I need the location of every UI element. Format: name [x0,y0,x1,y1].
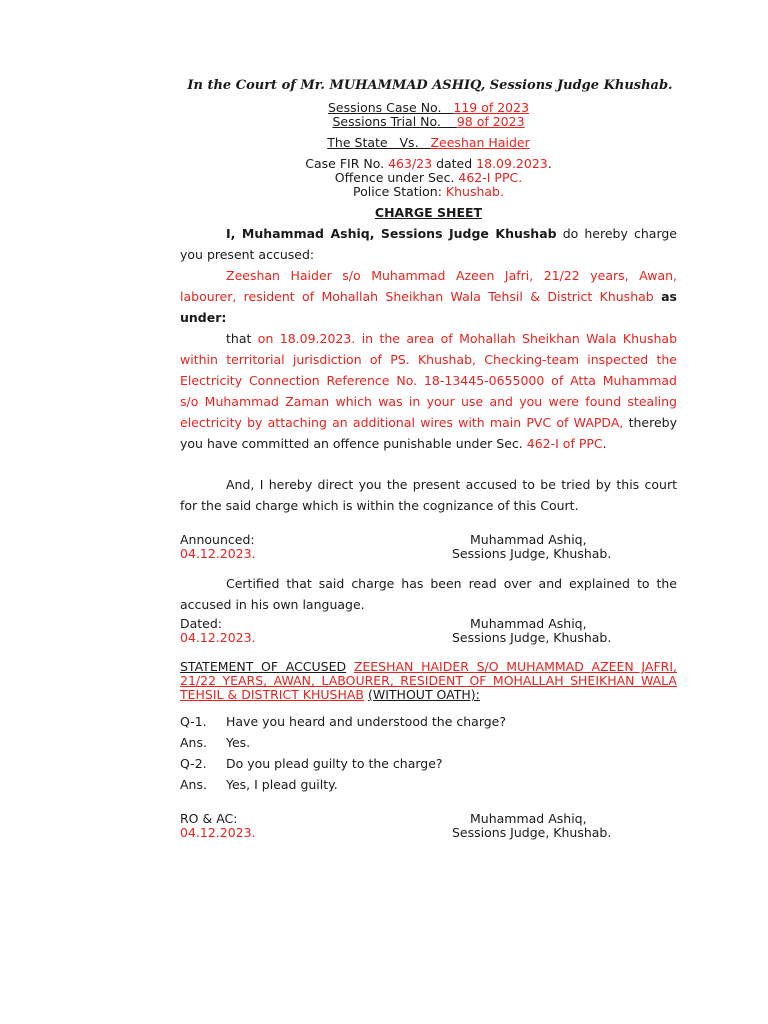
section-red: 462-I of PPC [526,436,603,451]
roac-block [180,812,256,840]
police-station-line [180,185,677,199]
offence-label: Offence under Sec. [334,170,455,185]
qa-item [180,715,506,729]
qa-label: Q-1. [180,714,207,729]
certified-text: Certified that said charge has been read over and explained to the accused in his own language. [180,576,677,612]
qa-label: Q-2. [180,756,207,771]
dated-block [180,617,256,645]
announced-date: 04.12.2023. [180,546,256,561]
fir-line: Case FIR No. 463/23 dated 18.09.2023. [305,156,552,171]
court-title: In the Court of Mr. MUHAMMAD ASHIQ, Sessions Judge Khushab. [187,78,673,93]
judge-title: Sessions Judge, Khushab. [452,546,612,561]
qa-item [180,778,338,792]
judge-signature-2 [452,617,611,645]
sessions-case-label: Sessions Case No. [327,100,442,115]
accused-name: Zeeshan Haider [430,135,530,150]
judge-name: Muhammad Ashiq, [470,811,587,826]
announced-block [180,533,256,561]
judge-name: Muhammad Ashiq, [470,532,587,547]
fir-label: Case FIR No. [305,156,385,171]
qa-text: Yes, I plead guilty. [226,777,338,792]
sessions-trial-label: Sessions Trial No. [332,114,441,129]
statement-accused: ZEESHAN HAIDER S/O MUHAMMAD AZEEN JAFRI, 21/22 YEARS, AWAN, LABOURER, RESIDENT OF MOHALLAH SHEIKHAN WALA TEHSIL & DISTRICT KHUSHAB [180,659,677,702]
judge-signature-3 [452,812,611,840]
judge-title: Sessions Judge, Khushab. [452,630,612,645]
statement-of-accused [180,660,677,702]
that-rest: thereby you have committed an offence punishable under Sec. [180,415,677,451]
qa-text: Yes. [226,735,251,750]
sessions-trial-line [180,115,677,129]
fir-number: 463/23 [388,156,433,171]
fir-dated-label: dated [436,156,473,171]
qa-label: Ans. [180,777,207,792]
that-label: that [226,331,252,346]
qa-label: Ans. [180,735,207,750]
qa-text: Do you plead guilty to the charge? [226,756,443,771]
statement-oath: (WITHOUT OATH): [368,687,480,702]
offence-value: 462-I PPC. [458,170,523,185]
charge-sheet-heading: CHARGE SHEET [374,205,483,220]
qa-item [180,757,443,771]
police-value: Khushab. [445,184,504,199]
charge-details [180,328,677,454]
accused-desc: Zeeshan Haider s/o Muhammad Azeen Jafri, 21/22 years, Awan, labourer, resident of Mohallah Sheikhan Wala Tehsil & District Khushab [180,268,677,304]
charge-intro [180,223,677,265]
as-under: as under: [180,289,677,325]
accused-description [180,265,677,328]
intro-bold: I, Muhammad Ashiq, Sessions Judge Khushab [226,226,557,241]
direction-paragraph [180,474,677,516]
judge-title: Sessions Judge, Khushab. [452,825,612,840]
qa-text: Have you heard and understood the charge? [226,714,506,729]
statement-label: STATEMENT OF ACCUSED [180,659,347,674]
fir-date: 18.09.2023 [476,156,548,171]
dated-label: Dated: [180,616,223,631]
direction-text: And, I hereby direct you the present accused to be tried by this court for the said charge which is within the cognizance of this Court. [180,477,677,513]
judge-name: Muhammad Ashiq, [470,616,587,631]
sessions-case-line [180,101,677,115]
state-label: The State Vs. [327,135,419,150]
section-period: . [602,436,607,451]
roac-date: 04.12.2023. [180,825,256,840]
judge-signature-1 [452,533,611,561]
that-red-text: on 18.09.2023. in the area of Mohallah Sheikhan Wala Khushab within territorial jurisdiction of PS. Khushab, Checking-team inspected the Electricity Connection Reference No. 18-13445-0655000 of Atta Muhammad s/o Muhammad Zaman which was in your use and you were found stealing electricity by attaching an additional wires with main PVC of WAPDA, [180,331,678,430]
roac-label: RO & AC: [180,811,238,826]
state-vs-line [180,136,677,150]
police-label: Police Station: [353,184,442,199]
sessions-trial-value: 98 of 2023 [456,114,525,129]
qa-item [180,736,250,750]
announced-label: Announced: [180,532,255,547]
dated-date: 04.12.2023. [180,630,256,645]
intro-rest: do hereby charge you present accused: [180,226,677,262]
sessions-case-value: 119 of 2023 [453,100,530,115]
certified-paragraph [180,573,677,615]
offence-line [180,171,677,185]
